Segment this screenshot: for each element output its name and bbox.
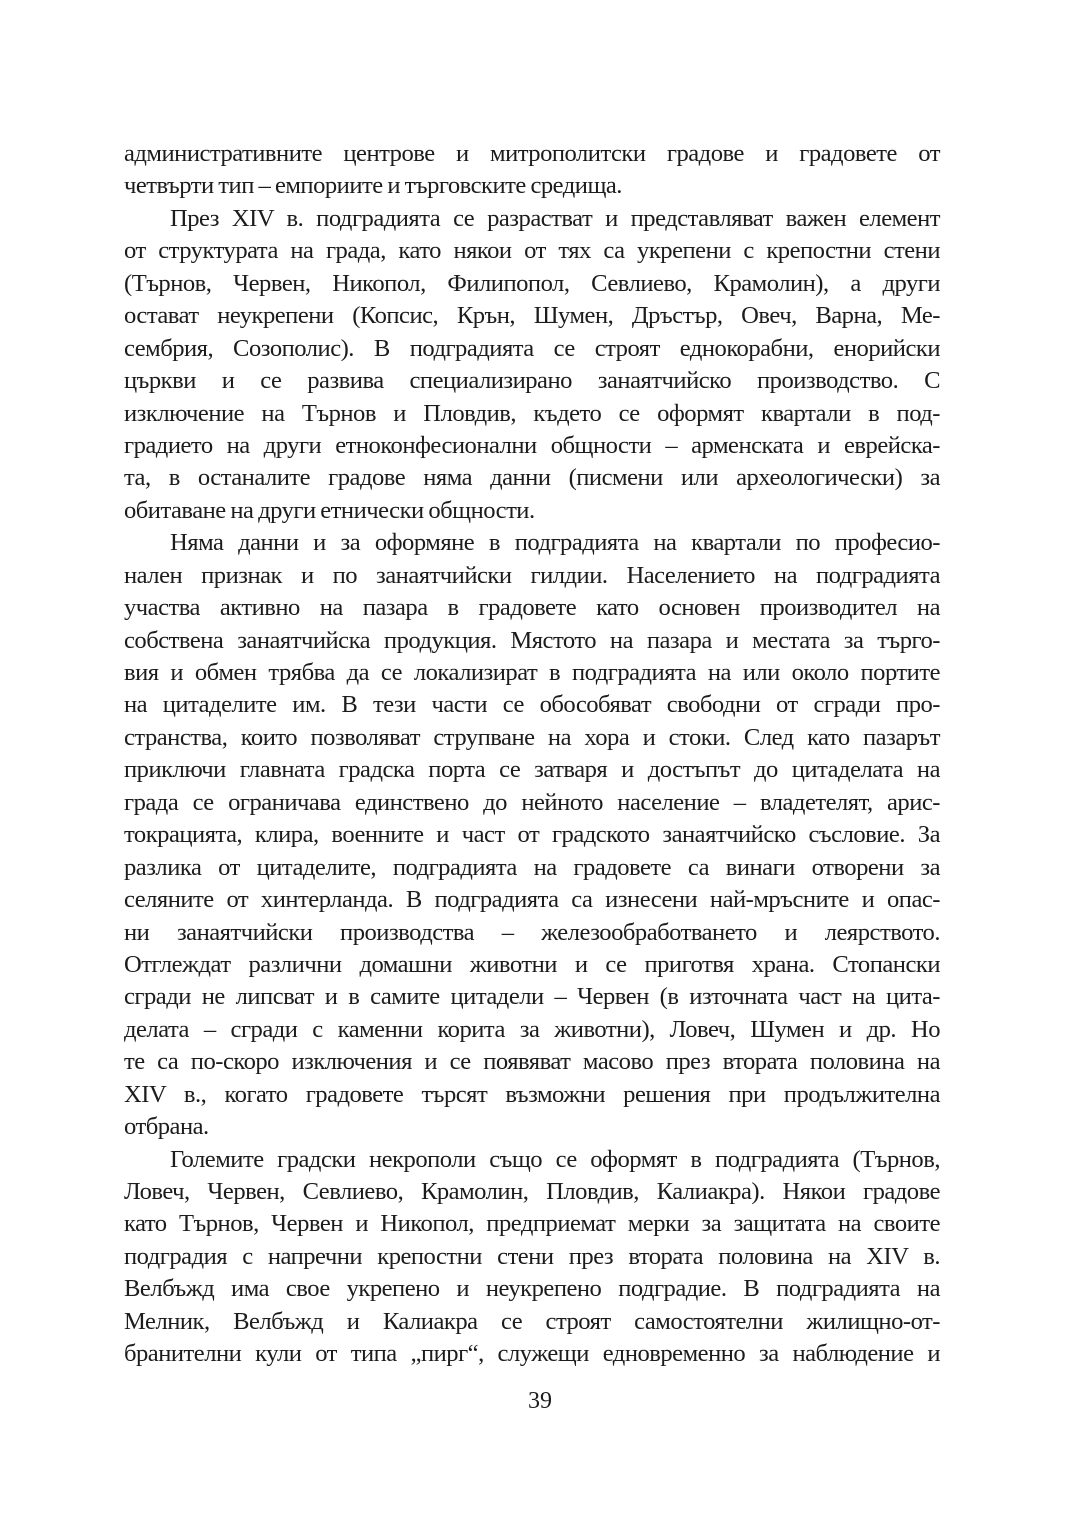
- text-line: Велбъжд има свое укрепено и неукрепено подградие. В подградията на: [124, 1275, 940, 1303]
- text-line: Отглеждат различни домашни животни и се приготвя храна. Стопански: [124, 950, 940, 978]
- paragraph-1: [124, 138, 940, 203]
- text-line: странства, които позволяват струпване на хора и стоки. След като пазарът: [124, 723, 940, 751]
- text-line: на цитаделите им. В тези части се обособяват свободни от сгради про-: [124, 691, 940, 719]
- paragraph-3: [124, 527, 940, 1143]
- text-line: като Търнов, Червен и Никопол, предприемат мерки за защитата на своите: [124, 1210, 940, 1238]
- text-line: приключи главната градска порта се затваря и достъпът до цитаделата на: [124, 756, 940, 784]
- text-line: града се ограничава единствено до нейното население – владетелят, арис-: [124, 788, 940, 816]
- text-line: църкви и се развива специализирано занаятчийско производство. С: [124, 367, 940, 395]
- text-line: делата – сгради с каменни корита за животни), Ловеч, Шумен и др. Но: [124, 1015, 940, 1043]
- text-line: отбрана.: [124, 1113, 209, 1141]
- paragraph-2: [124, 203, 940, 527]
- text-line: През XIV в. подградията се разрастват и представляват важен елемент: [170, 204, 940, 232]
- text-line: XIV в., когато градовете търсят възможни решения при продължителна: [124, 1080, 940, 1108]
- text-line: селяните от хинтерланда. В подградията са изнесени най-мръсните и опас-: [124, 886, 940, 914]
- text-line: вия и обмен трябва да се локализират в подградията на или около портите: [124, 659, 940, 686]
- text-line: (Търнов, Червен, Никопол, Филипопол, Севлиево, Крамолин), а други: [124, 269, 940, 297]
- text-line: подградия с напречни крепостни стени през втората половина на XIV в.: [124, 1242, 940, 1270]
- page-number: 39: [528, 1388, 552, 1414]
- text-line: изключение на Търнов и Пловдив, където се оформят квартали в под-: [124, 399, 940, 427]
- text-line: разлика от цитаделите, подградията на градовете са винаги отворени за: [124, 853, 940, 881]
- text-line: обитаване на други етнически общности.: [124, 496, 535, 524]
- text-line: та, в останалите градове няма данни (писмени или археологически) за: [124, 464, 940, 492]
- text-line: Мелник, Велбъжд и Калиакра се строят самостоятелни жилищно-от-: [124, 1307, 940, 1335]
- text-line: административните центрове и митрополитски градове и градовете от: [124, 140, 940, 167]
- text-line: Няма данни и за оформяне в подградията на квартали по професио-: [170, 529, 940, 557]
- text-line: нален признак и по занаятчийски гилдии. Населението на подградията: [124, 561, 940, 589]
- page-body: [124, 138, 940, 1371]
- text-line: участва активно на пазара в градовете като основен производител на: [124, 594, 940, 622]
- text-line: градието на други етноконфесионални общности – арменската и еврейска-: [124, 431, 940, 459]
- text-line: собствена занаятчийска продукция. Мястото на пазара и местата за търго-: [124, 626, 940, 654]
- text-line: ни занаятчийски производства – железообработването и леярството.: [124, 918, 940, 946]
- text-line: те са по-скоро изключения и се появяват масово през втората половина на: [124, 1048, 940, 1076]
- text-line: токрацията, клира, военните и част от градското занаятчийско съсловие. За: [124, 821, 940, 849]
- text-line: бранителни кули от типа „пирг“, служещи едновременно за наблюдение и: [124, 1340, 940, 1368]
- text-line: Ловеч, Червен, Севлиево, Крамолин, Пловдив, Калиакра). Някои градове: [124, 1178, 940, 1205]
- text-line: сгради не липсват и в самите цитадели – Червен (в източната част на цита-: [124, 983, 940, 1011]
- text-line: остават неукрепени (Копсис, Крън, Шумен, Дръстър, Овеч, Варна, Ме-: [124, 302, 940, 330]
- text-line: от структурата на града, като някои от тях са укрепени с крепостни стени: [124, 237, 940, 265]
- text-line: сембрия, Созополис). В подградията се строят еднокорабни, енорийски: [124, 334, 940, 362]
- text-line: Големите градски некрополи също се оформят в подградията (Търнов,: [170, 1145, 940, 1173]
- paragraph-4: [124, 1144, 940, 1371]
- text-line: четвърти тип – емпориите и търговските средища.: [124, 172, 622, 200]
